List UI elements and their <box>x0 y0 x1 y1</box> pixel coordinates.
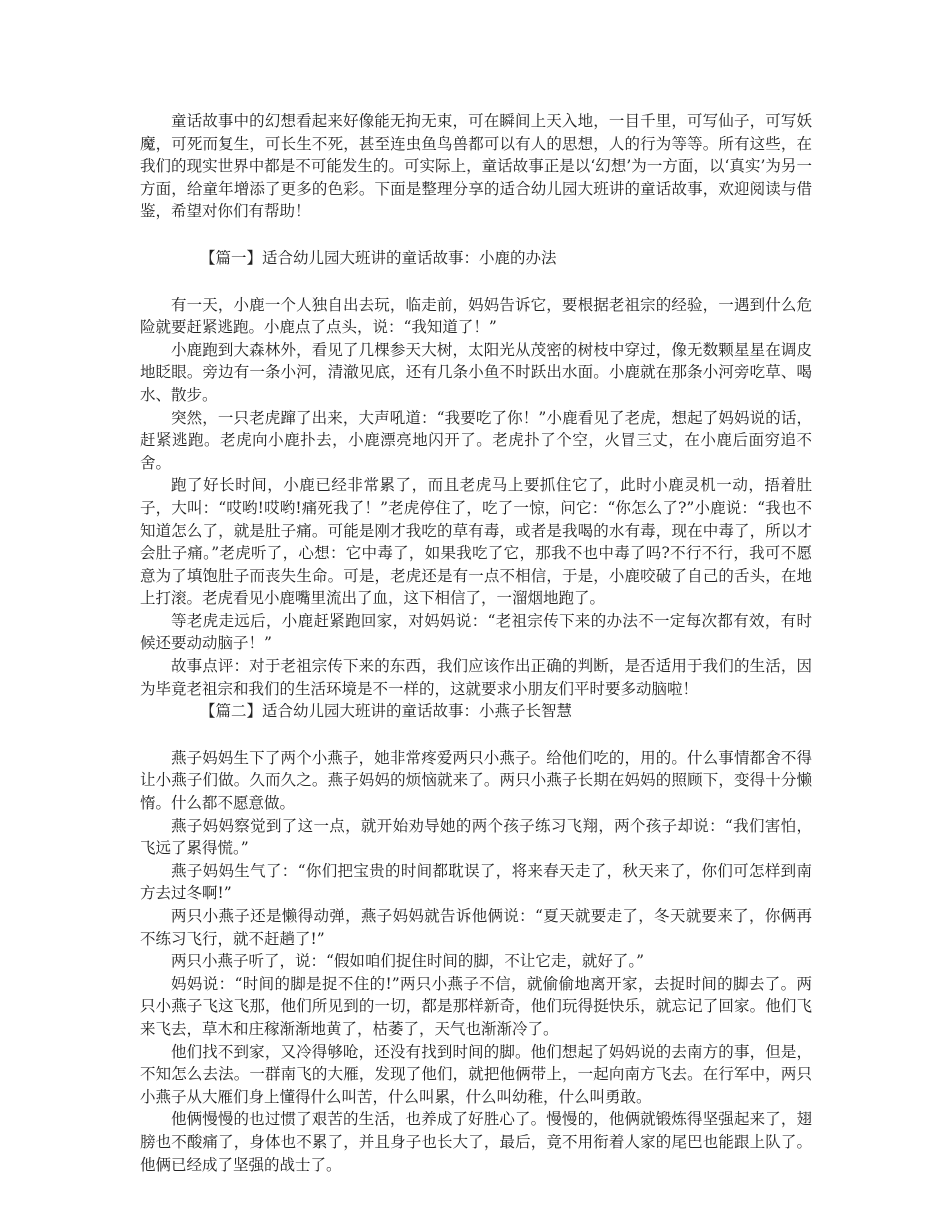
story1-comment: 故事点评：对于老祖宗传下来的东西，我们应该作出正确的判断，是否适用于我们的生活，因为毕竟老祖宗和我们的生活环境是不一样的，这就要求小朋友们平时要多动脑啦！ <box>140 657 812 698</box>
story1-paragraph: 突然，一只老虎蹿了出来，大声吼道：“我要吃了你！”小鹿看见了老虎，想起了妈妈说的话，赶紧逃跑。老虎向小鹿扑去，小鹿漂亮地闪开了。老虎扑了个空，火冒三丈，在小鹿后面穷追不舍。 <box>140 408 812 472</box>
story1-paragraph: 小鹿跑到大森林外，看见了几棵参天大树，太阳光从茂密的树枝中穿过，像无数颗星星在调皮地眨眼。旁边有一条小河，清澈见底，还有几条小鱼不时跃出水面。小鹿就在那条小河旁吃草、喝水、散步。 <box>140 340 812 404</box>
story1-title: 【篇一】适合幼儿园大班讲的童话故事：小鹿的办法 <box>200 248 557 267</box>
story2-paragraph: 妈妈说：“时间的脚是捉不住的!”两只小燕子不信，就偷偷地离开家，去捉时间的脚去了。两只小燕子飞这飞那，他们所见到的一切，都是那样新奇，他们玩得挺快乐，就忘记了回家。他们飞来飞去，草木和庄稼渐渐地黄了，枯萎了，天气也渐渐冷了。 <box>140 974 812 1038</box>
story2-paragraph: 他俩慢慢的也过惯了艰苦的生活，也养成了好胜心了。慢慢的，他俩就锻炼得坚强起来了，翅膀也不酸痛了，身体也不累了，并且身子也长大了，最后，竟不用衔着人家的尾巴也能跟上队了。他俩已经成了坚强的战士了。 <box>140 1110 812 1174</box>
story2-paragraph: 燕子妈妈生下了两个小燕子，她非常疼爱两只小燕子。给他们吃的，用的。什么事情都舍不得让小燕子们做。久而久之。燕子妈妈的烦恼就来了。两只小燕子长期在妈妈的照顾下，变得十分懒惰。什么都不愿意做。 <box>140 748 812 813</box>
story2-title: 【篇二】适合幼儿园大班讲的童话故事：小燕子长智慧 <box>200 702 573 721</box>
story2-paragraph: 他们找不到家，又冷得够呛，还没有找到时间的脚。他们想起了妈妈说的去南方的事，但是，不知怎么去法。一群南飞的大雁，发现了他们，就把他俩带上，一起向南方飞去。在行军中，两只小燕子从大雁们身上懂得什么叫苦，什么叫累，什么叫幼稚，什么叫勇敢。 <box>140 1042 812 1106</box>
intro-paragraph: 童话故事中的幻想看起来好像能无拘无束，可在瞬间上天入地，一目千里，可写仙子，可写妖魔，可死而复生，可长生不死，甚至连虫鱼鸟兽都可以有人的思想，人的行为等等。所有这些，在我们的现实世界中都是不可能发生的。可实际上，童话故事正是以‘幻想’为一方面，以‘真实’为另一方面，给童年增添了更多的色彩。下面是整理分享的适合幼儿园大班讲的童话故事，欢迎阅读与借鉴，希望对你们有帮助！ <box>140 112 812 221</box>
story1-body <box>140 294 812 701</box>
story2-paragraph: 燕子妈妈生气了：“你们把宝贵的时间都耽误了，将来春天走了，秋天来了，你们可怎样到南方去过冬啊!” <box>140 861 812 903</box>
story2-paragraph: 两只小燕子听了，说：“假如咱们捉住时间的脚，不让它走，就好了。” <box>171 952 645 971</box>
story2-body <box>140 747 812 1176</box>
document-page <box>140 110 812 1176</box>
story1-paragraph: 跑了好长时间，小鹿已经非常累了，而且老虎马上要抓住它了，此时小鹿灵机一动，捂着肚子，大叫：“哎哟!哎哟!痛死我了！”老虎停住了，吃了一惊，问它：“你怎么了?”小鹿说：“我也不知道怎么了，就是肚子痛。可能是刚才我吃的草有毒，或者是我喝的水有毒，现在中毒了，所以才会肚子痛。”老虎听了，心想：它中毒了，如果我吃了它，那我不也中毒了吗?不行不行，我可不愿意为了填饱肚子而丧失生命。可是，老虎还是有一点不相信，于是，小鹿咬破了自己的舌头，在地上打滚。老虎看见小鹿嘴里流出了血，这下相信了，一溜烟地跑了。 <box>140 476 812 608</box>
story1-paragraph: 等老虎走远后，小鹿赶紧跑回家，对妈妈说：“老祖宗传下来的办法不一定每次都有效，有时候还要动动脑子！” <box>140 611 812 653</box>
story2-paragraph: 燕子妈妈察觉到了这一点，就开始劝导她的两个孩子练习飞翔，两个孩子却说：“我们害怕，飞远了累得慌。” <box>140 816 812 858</box>
story2-paragraph: 两只小燕子还是懒得动弹，燕子妈妈就告诉他俩说：“夏天就要走了，冬天就要来了，你俩再不练习飞行，就不赶趟了!” <box>140 907 812 948</box>
story1-paragraph: 有一天，小鹿一个人独自出去玩，临走前，妈妈告诉它，要根据老祖宗的经验，一遇到什么危险就要赶紧逃跑。小鹿点了点头，说：“我知道了！” <box>140 295 812 337</box>
